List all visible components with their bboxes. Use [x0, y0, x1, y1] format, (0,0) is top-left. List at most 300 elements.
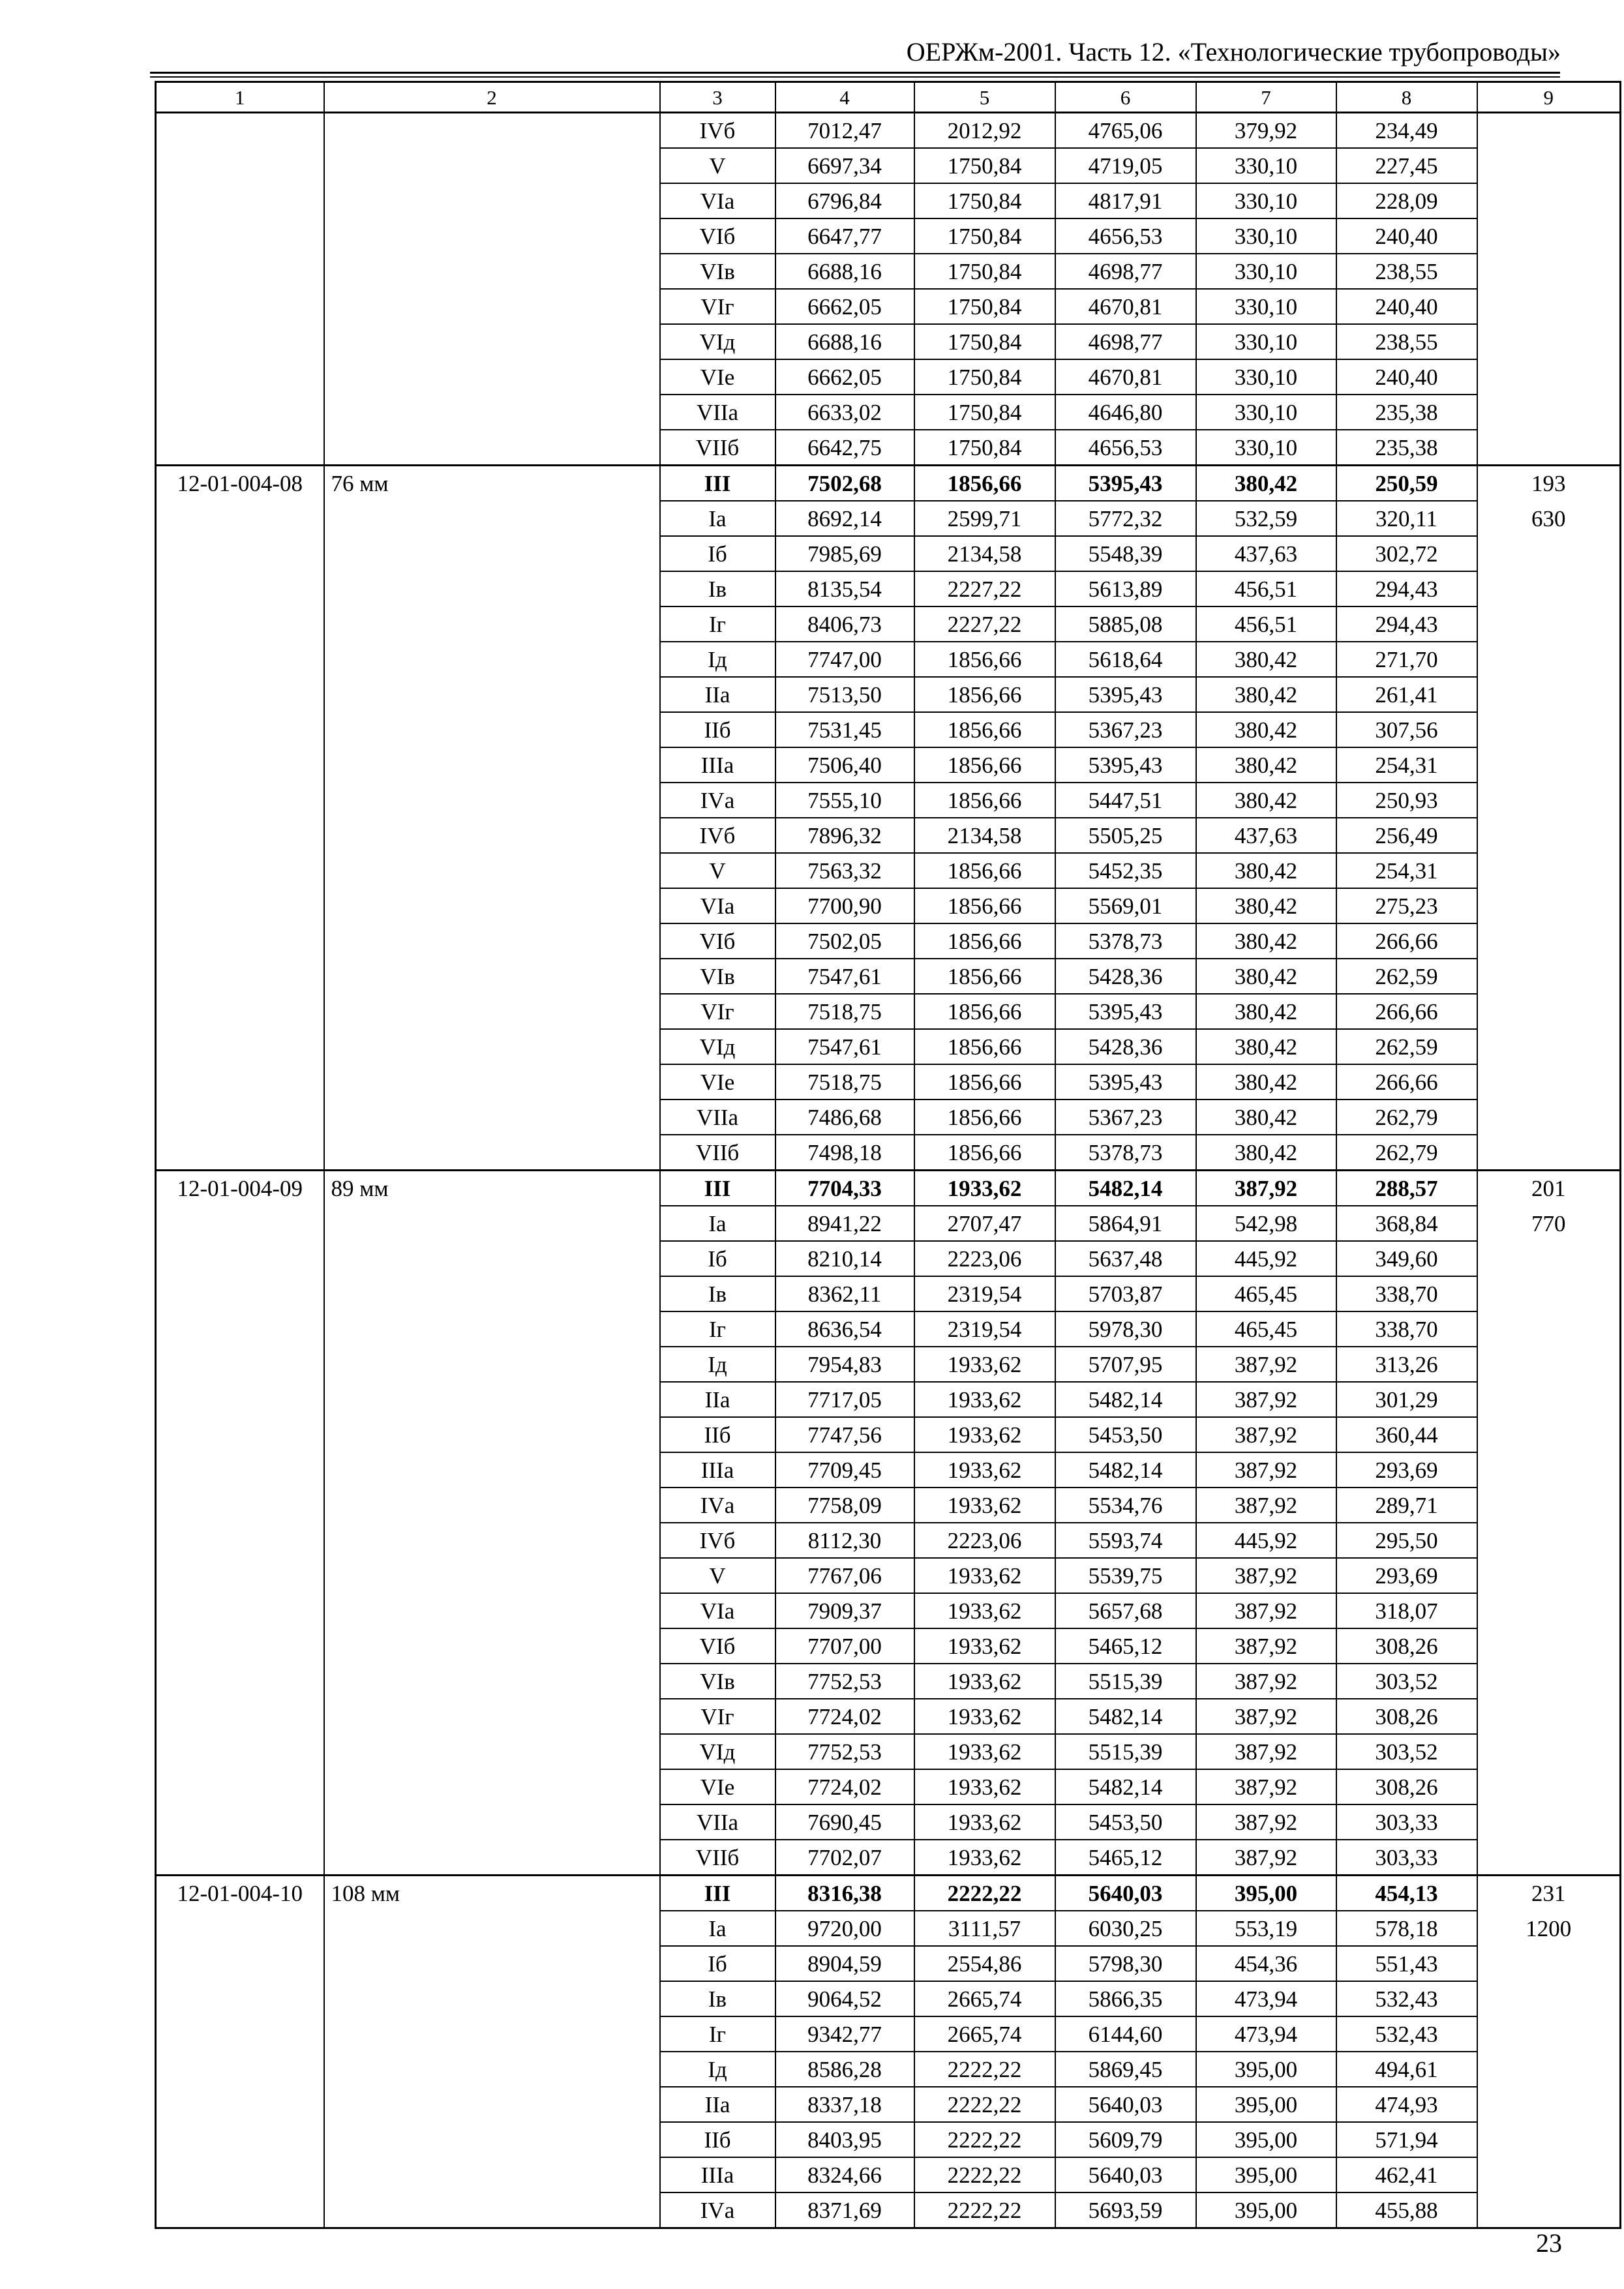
- machine-cost-cell: 5395,43: [1055, 994, 1196, 1029]
- machine-cost-cell: 4698,77: [1055, 254, 1196, 289]
- category-cell: III: [660, 1876, 775, 1911]
- category-cell: VIв: [660, 254, 775, 289]
- category-cell: IVб: [660, 1523, 775, 1558]
- material-cost-cell: 454,13: [1336, 1876, 1477, 1911]
- material-cost-cell: 532,43: [1336, 2016, 1477, 2052]
- machine-cost-cell: 4817,91: [1055, 183, 1196, 218]
- operator-wage-cell: 437,63: [1196, 536, 1336, 571]
- category-cell: VIб: [660, 218, 775, 254]
- operator-wage-cell: 395,00: [1196, 2052, 1336, 2087]
- table-row: [156, 994, 1621, 1029]
- machine-cost-cell: 5428,36: [1055, 1029, 1196, 1064]
- extra-value-cell: [1477, 359, 1621, 395]
- pipe-diameter-cell: [324, 818, 660, 853]
- total-cost-cell: 7502,68: [775, 466, 914, 501]
- operator-wage-cell: 454,36: [1196, 1946, 1336, 1981]
- machine-cost-cell: 5482,14: [1055, 1171, 1196, 1206]
- extra-value-cell: [1477, 324, 1621, 359]
- total-cost-cell: 7707,00: [775, 1628, 914, 1664]
- operator-wage-cell: 380,42: [1196, 959, 1336, 994]
- table-row: [156, 1241, 1621, 1276]
- table-row: [156, 853, 1621, 888]
- table-row: [156, 466, 1621, 501]
- machine-cost-cell: 5978,30: [1055, 1311, 1196, 1347]
- labor-cost-cell: 1750,84: [914, 218, 1055, 254]
- labor-cost-cell: 1933,62: [914, 1382, 1055, 1417]
- material-cost-cell: 303,33: [1336, 1804, 1477, 1840]
- rate-code-cell: [156, 1769, 324, 1804]
- category-cell: IIIа: [660, 747, 775, 783]
- labor-cost-cell: 1856,66: [914, 1100, 1055, 1135]
- total-cost-cell: 8324,66: [775, 2157, 914, 2192]
- extra-value-cell: 1200: [1477, 1911, 1621, 1946]
- total-cost-cell: 7531,45: [775, 712, 914, 747]
- operator-wage-cell: 387,92: [1196, 1734, 1336, 1769]
- pipe-diameter-cell: [324, 1417, 660, 1452]
- total-cost-cell: 7747,00: [775, 642, 914, 677]
- table-row: [156, 1417, 1621, 1452]
- pipe-diameter-cell: [324, 783, 660, 818]
- labor-cost-cell: 2665,74: [914, 2016, 1055, 2052]
- total-cost-cell: 7547,61: [775, 1029, 914, 1064]
- category-cell: V: [660, 148, 775, 183]
- table-row: [156, 324, 1621, 359]
- material-cost-cell: 235,38: [1336, 430, 1477, 466]
- material-cost-cell: 313,26: [1336, 1347, 1477, 1382]
- pipe-diameter-cell: [324, 1804, 660, 1840]
- extra-value-cell: [1477, 853, 1621, 888]
- operator-wage-cell: 330,10: [1196, 218, 1336, 254]
- machine-cost-cell: 5869,45: [1055, 2052, 1196, 2087]
- total-cost-cell: 6642,75: [775, 430, 914, 466]
- category-cell: V: [660, 853, 775, 888]
- rate-code-cell: [156, 1734, 324, 1769]
- table-row: [156, 677, 1621, 712]
- extra-value-cell: [1477, 1241, 1621, 1276]
- extra-value-cell: [1477, 712, 1621, 747]
- extra-value-cell: [1477, 1664, 1621, 1699]
- material-cost-cell: 262,79: [1336, 1100, 1477, 1135]
- table-row: [156, 2016, 1621, 2052]
- total-cost-cell: 7717,05: [775, 1382, 914, 1417]
- operator-wage-cell: 330,10: [1196, 324, 1336, 359]
- pipe-diameter-cell: [324, 148, 660, 183]
- column-number: 7: [1196, 82, 1336, 113]
- pipe-diameter-cell: [324, 1241, 660, 1276]
- category-cell: VIе: [660, 1064, 775, 1100]
- rate-code-cell: [156, 606, 324, 642]
- labor-cost-cell: 1933,62: [914, 1488, 1055, 1523]
- table-row: [156, 1135, 1621, 1171]
- pipe-diameter-cell: [324, 536, 660, 571]
- extra-value-cell: [1477, 818, 1621, 853]
- machine-cost-cell: 4698,77: [1055, 324, 1196, 359]
- material-cost-cell: 293,69: [1336, 1452, 1477, 1488]
- total-cost-cell: 8692,14: [775, 501, 914, 536]
- material-cost-cell: 308,26: [1336, 1699, 1477, 1734]
- table-row: [156, 642, 1621, 677]
- category-cell: IIб: [660, 712, 775, 747]
- machine-cost-cell: 5447,51: [1055, 783, 1196, 818]
- pipe-diameter-cell: 108 мм: [324, 1876, 660, 1911]
- labor-cost-cell: 2222,22: [914, 2087, 1055, 2122]
- table-row: [156, 183, 1621, 218]
- pipe-diameter-cell: [324, 642, 660, 677]
- table-row: [156, 1840, 1621, 1876]
- operator-wage-cell: 387,92: [1196, 1699, 1336, 1734]
- pipe-diameter-cell: [324, 324, 660, 359]
- total-cost-cell: 7724,02: [775, 1699, 914, 1734]
- pipe-diameter-cell: [324, 1558, 660, 1593]
- operator-wage-cell: 387,92: [1196, 1593, 1336, 1628]
- total-cost-cell: 6647,77: [775, 218, 914, 254]
- pipe-diameter-cell: [324, 1064, 660, 1100]
- column-number: 3: [660, 82, 775, 113]
- machine-cost-cell: 6030,25: [1055, 1911, 1196, 1946]
- rate-code-cell: [156, 148, 324, 183]
- machine-cost-cell: 5548,39: [1055, 536, 1196, 571]
- operator-wage-cell: 330,10: [1196, 395, 1336, 430]
- rate-code-cell: [156, 2016, 324, 2052]
- labor-cost-cell: 2665,74: [914, 1981, 1055, 2016]
- rate-code-cell: [156, 1206, 324, 1241]
- table-row: [156, 218, 1621, 254]
- operator-wage-cell: 445,92: [1196, 1241, 1336, 1276]
- pipe-diameter-cell: [324, 1100, 660, 1135]
- pipe-diameter-cell: [324, 395, 660, 430]
- material-cost-cell: 227,45: [1336, 148, 1477, 183]
- pipe-diameter-cell: [324, 571, 660, 606]
- pipe-diameter-cell: [324, 183, 660, 218]
- material-cost-cell: 338,70: [1336, 1311, 1477, 1347]
- machine-cost-cell: 4670,81: [1055, 289, 1196, 324]
- rates-table: [155, 81, 1621, 2229]
- machine-cost-cell: 5866,35: [1055, 1981, 1196, 2016]
- labor-cost-cell: 2222,22: [914, 2122, 1055, 2157]
- material-cost-cell: 288,57: [1336, 1171, 1477, 1206]
- category-cell: IIа: [660, 677, 775, 712]
- total-cost-cell: 7518,75: [775, 994, 914, 1029]
- total-cost-cell: 7690,45: [775, 1804, 914, 1840]
- machine-cost-cell: 5640,03: [1055, 2157, 1196, 2192]
- category-cell: III: [660, 1171, 775, 1206]
- rate-code-cell: [156, 1628, 324, 1664]
- table-row: [156, 1769, 1621, 1804]
- table-row: [156, 1593, 1621, 1628]
- labor-cost-cell: 1856,66: [914, 994, 1055, 1029]
- total-cost-cell: 6688,16: [775, 324, 914, 359]
- machine-cost-cell: 5693,59: [1055, 2192, 1196, 2228]
- total-cost-cell: 6796,84: [775, 183, 914, 218]
- rate-code-cell: [156, 818, 324, 853]
- rate-code-cell: [156, 1558, 324, 1593]
- table-row: [156, 536, 1621, 571]
- extra-value-cell: [1477, 571, 1621, 606]
- pipe-diameter-cell: [324, 1769, 660, 1804]
- rate-code-cell: [156, 1593, 324, 1628]
- total-cost-cell: 8371,69: [775, 2192, 914, 2228]
- pipe-diameter-cell: 89 мм: [324, 1171, 660, 1206]
- total-cost-cell: 7506,40: [775, 747, 914, 783]
- category-cell: Iв: [660, 1981, 775, 2016]
- table-row: [156, 1699, 1621, 1734]
- category-cell: VIIб: [660, 1135, 775, 1171]
- rate-code-cell: [156, 571, 324, 606]
- table-row: [156, 1523, 1621, 1558]
- operator-wage-cell: 387,92: [1196, 1347, 1336, 1382]
- machine-cost-cell: 5609,79: [1055, 2122, 1196, 2157]
- table-row: [156, 783, 1621, 818]
- table-row: [156, 359, 1621, 395]
- extra-value-cell: [1477, 1276, 1621, 1311]
- table-row: [156, 1171, 1621, 1206]
- pipe-diameter-cell: [324, 2192, 660, 2228]
- table-row: [156, 1734, 1621, 1769]
- rate-code-cell: [156, 1276, 324, 1311]
- operator-wage-cell: 380,42: [1196, 712, 1336, 747]
- material-cost-cell: 318,07: [1336, 1593, 1477, 1628]
- category-cell: VIе: [660, 359, 775, 395]
- pipe-diameter-cell: 76 мм: [324, 466, 660, 501]
- machine-cost-cell: 5395,43: [1055, 747, 1196, 783]
- labor-cost-cell: 1750,84: [914, 289, 1055, 324]
- total-cost-cell: 7767,06: [775, 1558, 914, 1593]
- material-cost-cell: 308,26: [1336, 1769, 1477, 1804]
- pipe-diameter-cell: [324, 218, 660, 254]
- machine-cost-cell: 5482,14: [1055, 1382, 1196, 1417]
- labor-cost-cell: 1856,66: [914, 923, 1055, 959]
- material-cost-cell: 307,56: [1336, 712, 1477, 747]
- material-cost-cell: 578,18: [1336, 1911, 1477, 1946]
- table-row: [156, 254, 1621, 289]
- operator-wage-cell: 387,92: [1196, 1628, 1336, 1664]
- total-cost-cell: 6688,16: [775, 254, 914, 289]
- labor-cost-cell: 2707,47: [914, 1206, 1055, 1241]
- category-cell: VIд: [660, 1734, 775, 1769]
- labor-cost-cell: 1750,84: [914, 254, 1055, 289]
- extra-value-cell: 201: [1477, 1171, 1621, 1206]
- machine-cost-cell: 5428,36: [1055, 959, 1196, 994]
- extra-value-cell: [1477, 2157, 1621, 2192]
- machine-cost-cell: 5465,12: [1055, 1840, 1196, 1876]
- extra-value-cell: [1477, 113, 1621, 149]
- pipe-diameter-cell: [324, 994, 660, 1029]
- extra-value-cell: [1477, 923, 1621, 959]
- rate-code-cell: [156, 2192, 324, 2228]
- rate-code-cell: [156, 1488, 324, 1523]
- rate-code-cell: [156, 783, 324, 818]
- machine-cost-cell: 4656,53: [1055, 430, 1196, 466]
- operator-wage-cell: 330,10: [1196, 148, 1336, 183]
- operator-wage-cell: 330,10: [1196, 430, 1336, 466]
- material-cost-cell: 261,41: [1336, 677, 1477, 712]
- labor-cost-cell: 2223,06: [914, 1241, 1055, 1276]
- rate-code-cell: [156, 1311, 324, 1347]
- rate-code-cell: 12-01-004-09: [156, 1171, 324, 1206]
- material-cost-cell: 349,60: [1336, 1241, 1477, 1276]
- rate-code-cell: [156, 113, 324, 149]
- category-cell: Iб: [660, 536, 775, 571]
- total-cost-cell: 6662,05: [775, 289, 914, 324]
- labor-cost-cell: 1933,62: [914, 1417, 1055, 1452]
- machine-cost-cell: 5593,74: [1055, 1523, 1196, 1558]
- machine-cost-cell: 5539,75: [1055, 1558, 1196, 1593]
- labor-cost-cell: 1856,66: [914, 1064, 1055, 1100]
- total-cost-cell: 8135,54: [775, 571, 914, 606]
- pipe-diameter-cell: [324, 1840, 660, 1876]
- column-number: 2: [324, 82, 660, 113]
- material-cost-cell: 462,41: [1336, 2157, 1477, 2192]
- labor-cost-cell: 1933,62: [914, 1664, 1055, 1699]
- extra-value-cell: 770: [1477, 1206, 1621, 1241]
- category-cell: Iа: [660, 1206, 775, 1241]
- category-cell: Iб: [660, 1946, 775, 1981]
- pipe-diameter-cell: [324, 606, 660, 642]
- extra-value-cell: [1477, 1769, 1621, 1804]
- labor-cost-cell: 2227,22: [914, 571, 1055, 606]
- table-row: [156, 1911, 1621, 1946]
- category-cell: VIа: [660, 183, 775, 218]
- machine-cost-cell: 5703,87: [1055, 1276, 1196, 1311]
- extra-value-cell: [1477, 1347, 1621, 1382]
- category-cell: IVб: [660, 113, 775, 149]
- pipe-diameter-cell: [324, 359, 660, 395]
- extra-value-cell: [1477, 642, 1621, 677]
- category-cell: Iг: [660, 606, 775, 642]
- material-cost-cell: 294,43: [1336, 571, 1477, 606]
- pipe-diameter-cell: [324, 113, 660, 149]
- pipe-diameter-cell: [324, 1593, 660, 1628]
- operator-wage-cell: 395,00: [1196, 2122, 1336, 2157]
- extra-value-cell: [1477, 2016, 1621, 2052]
- operator-wage-cell: 330,10: [1196, 289, 1336, 324]
- extra-value-cell: [1477, 1135, 1621, 1171]
- rate-code-cell: [156, 677, 324, 712]
- total-cost-cell: 8904,59: [775, 1946, 914, 1981]
- total-cost-cell: 6633,02: [775, 395, 914, 430]
- total-cost-cell: 7985,69: [775, 536, 914, 571]
- material-cost-cell: 551,43: [1336, 1946, 1477, 1981]
- category-cell: IIб: [660, 2122, 775, 2157]
- machine-cost-cell: 5367,23: [1055, 712, 1196, 747]
- pipe-diameter-cell: [324, 959, 660, 994]
- labor-cost-cell: 2554,86: [914, 1946, 1055, 1981]
- extra-value-cell: [1477, 2087, 1621, 2122]
- category-cell: VIIа: [660, 1804, 775, 1840]
- labor-cost-cell: 1933,62: [914, 1804, 1055, 1840]
- rate-code-cell: [156, 2157, 324, 2192]
- rate-code-cell: [156, 324, 324, 359]
- rate-code-cell: [156, 2087, 324, 2122]
- labor-cost-cell: 1856,66: [914, 783, 1055, 818]
- table-row: [156, 2052, 1621, 2087]
- total-cost-cell: 7758,09: [775, 1488, 914, 1523]
- machine-cost-cell: 5452,35: [1055, 853, 1196, 888]
- total-cost-cell: 7909,37: [775, 1593, 914, 1628]
- category-cell: Iв: [660, 571, 775, 606]
- machine-cost-cell: 5367,23: [1055, 1100, 1196, 1135]
- material-cost-cell: 262,79: [1336, 1135, 1477, 1171]
- machine-cost-cell: 5637,48: [1055, 1241, 1196, 1276]
- extra-value-cell: [1477, 148, 1621, 183]
- extra-value-cell: [1477, 888, 1621, 923]
- extra-value-cell: [1477, 1699, 1621, 1734]
- pipe-diameter-cell: [324, 712, 660, 747]
- total-cost-cell: 8941,22: [775, 1206, 914, 1241]
- table-body: [156, 82, 1621, 2228]
- extra-value-cell: [1477, 1946, 1621, 1981]
- labor-cost-cell: 1933,62: [914, 1593, 1055, 1628]
- table-row: [156, 1876, 1621, 1911]
- machine-cost-cell: 4719,05: [1055, 148, 1196, 183]
- category-cell: VIб: [660, 923, 775, 959]
- material-cost-cell: 455,88: [1336, 2192, 1477, 2228]
- table-row: [156, 923, 1621, 959]
- labor-cost-cell: 2222,22: [914, 1876, 1055, 1911]
- operator-wage-cell: 387,92: [1196, 1664, 1336, 1699]
- operator-wage-cell: 380,42: [1196, 466, 1336, 501]
- table-row: [156, 1664, 1621, 1699]
- category-cell: IVа: [660, 1488, 775, 1523]
- table-row: [156, 1452, 1621, 1488]
- operator-wage-cell: 465,45: [1196, 1276, 1336, 1311]
- pipe-diameter-cell: [324, 1452, 660, 1488]
- machine-cost-cell: 5482,14: [1055, 1699, 1196, 1734]
- labor-cost-cell: 1750,84: [914, 430, 1055, 466]
- machine-cost-cell: 5864,91: [1055, 1206, 1196, 1241]
- table-row: [156, 1382, 1621, 1417]
- operator-wage-cell: 380,42: [1196, 1029, 1336, 1064]
- extra-value-cell: [1477, 2122, 1621, 2157]
- operator-wage-cell: 395,00: [1196, 2157, 1336, 2192]
- operator-wage-cell: 473,94: [1196, 1981, 1336, 2016]
- operator-wage-cell: 473,94: [1196, 2016, 1336, 2052]
- category-cell: VIд: [660, 1029, 775, 1064]
- total-cost-cell: 7702,07: [775, 1840, 914, 1876]
- labor-cost-cell: 1750,84: [914, 359, 1055, 395]
- category-cell: VIа: [660, 1593, 775, 1628]
- labor-cost-cell: 1933,62: [914, 1452, 1055, 1488]
- pipe-diameter-cell: [324, 1664, 660, 1699]
- material-cost-cell: 228,09: [1336, 183, 1477, 218]
- pipe-diameter-cell: [324, 2157, 660, 2192]
- material-cost-cell: 474,93: [1336, 2087, 1477, 2122]
- operator-wage-cell: 330,10: [1196, 254, 1336, 289]
- machine-cost-cell: 5378,73: [1055, 923, 1196, 959]
- material-cost-cell: 240,40: [1336, 218, 1477, 254]
- category-cell: VIг: [660, 1699, 775, 1734]
- category-cell: IIIа: [660, 1452, 775, 1488]
- total-cost-cell: 8586,28: [775, 2052, 914, 2087]
- rate-code-cell: [156, 994, 324, 1029]
- rate-code-cell: [156, 1840, 324, 1876]
- operator-wage-cell: 380,42: [1196, 747, 1336, 783]
- rate-code-cell: [156, 254, 324, 289]
- machine-cost-cell: 5482,14: [1055, 1769, 1196, 1804]
- rate-code-cell: [156, 501, 324, 536]
- operator-wage-cell: 395,00: [1196, 2087, 1336, 2122]
- material-cost-cell: 360,44: [1336, 1417, 1477, 1452]
- category-cell: Iд: [660, 642, 775, 677]
- total-cost-cell: 8337,18: [775, 2087, 914, 2122]
- rate-code-cell: [156, 2122, 324, 2157]
- rate-code-cell: [156, 1100, 324, 1135]
- pipe-diameter-cell: [324, 2052, 660, 2087]
- extra-value-cell: [1477, 430, 1621, 466]
- extra-value-cell: [1477, 677, 1621, 712]
- extra-value-cell: [1477, 1840, 1621, 1876]
- page-number: 23: [1536, 2228, 1562, 2258]
